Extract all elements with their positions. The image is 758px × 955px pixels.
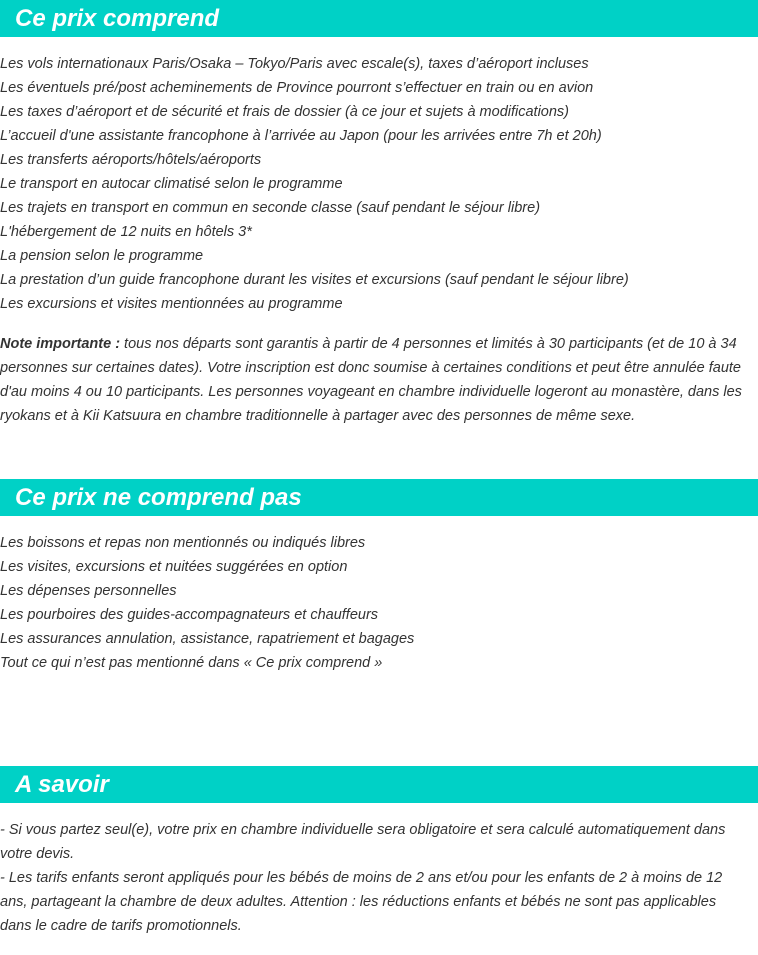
- list-item: Les assurances annulation, assistance, rapatriement et bagages: [0, 631, 415, 647]
- list-item: Les éventuels pré/post acheminements de Province pourront s’effectuer en train ou en avion: [0, 80, 594, 96]
- list-item: Les boissons et repas non mentionnés ou indiqués libres: [0, 535, 366, 551]
- list-item: L'hébergement de 12 nuits en hôtels 3*: [0, 224, 252, 240]
- list-item: Les pourboires des guides-accompagnateurs et chauffeurs: [0, 607, 379, 623]
- excludes-list: [0, 531, 758, 675]
- list-item: Le transport en autocar climatisé selon le programme: [0, 176, 343, 192]
- list-item: La prestation d’un guide francophone durant les visites et excursions (sauf pendant le séjour libre): [0, 272, 629, 288]
- list-item: Tout ce qui n’est pas mentionné dans « Ce prix comprend »: [0, 655, 383, 671]
- list-item: Les transferts aéroports/hôtels/aéroports: [0, 152, 262, 168]
- excludes-title: Ce prix ne comprend pas: [15, 484, 302, 511]
- includes-list: [0, 52, 758, 316]
- excludes-header: [0, 479, 758, 516]
- good-to-know-paragraph-1: - Si vous partez seul(e), votre prix en chambre individuelle sera obligatoire et sera calculé automatiquement dans votre devis.: [0, 822, 726, 862]
- good-to-know-paragraph-2: - Les tarifs enfants seront appliqués pour les bébés de moins de 2 ans et/ou pour les enfants de 2 à moins de 12 ans, partageant la chambre de deux adultes. Attention : les réductions enfants et bébés ne sont pas applicables dans le cadre de tarifs promotionnels.: [0, 870, 723, 934]
- list-item: Les dépenses personnelles: [0, 583, 177, 599]
- good-to-know-title: A savoir: [15, 771, 109, 798]
- list-item: L’accueil d'une assistante francophone à l’arrivée au Japon (pour les arrivées entre 7h et 20h): [0, 128, 602, 144]
- list-item: La pension selon le programme: [0, 248, 204, 264]
- list-item: Les visites, excursions et nuitées suggérées en option: [0, 559, 348, 575]
- includes-header: [0, 0, 758, 37]
- important-note: [0, 332, 750, 428]
- important-note-label: Note importante :: [0, 336, 121, 352]
- includes-title: Ce prix comprend: [15, 5, 220, 32]
- important-note-text: tous nos départs sont garantis à partir de 4 personnes et limités à 30 participants (et de 10 à 34 personnes sur certaines dates). Votre inscription est donc soumise à certaines conditions et peut être annulée faute d'au moins 4 ou 10 participants. Les personnes voyageant en chambre individuelle logeront au monastère, dans les ryokans et à Kii Katsuura en chambre traditionnelle à partager avec des personnes de même sexe.: [0, 336, 742, 424]
- list-item: Les excursions et visites mentionnées au programme: [0, 296, 343, 312]
- list-item: Les taxes d’aéroport et de sécurité et frais de dossier (à ce jour et sujets à modifications): [0, 104, 570, 120]
- good-to-know-header: [0, 766, 758, 803]
- list-item: Les trajets en transport en commun en seconde classe (sauf pendant le séjour libre): [0, 200, 541, 216]
- list-item: Les vols internationaux Paris/Osaka – Tokyo/Paris avec escale(s), taxes d’aéroport incluses: [0, 56, 589, 72]
